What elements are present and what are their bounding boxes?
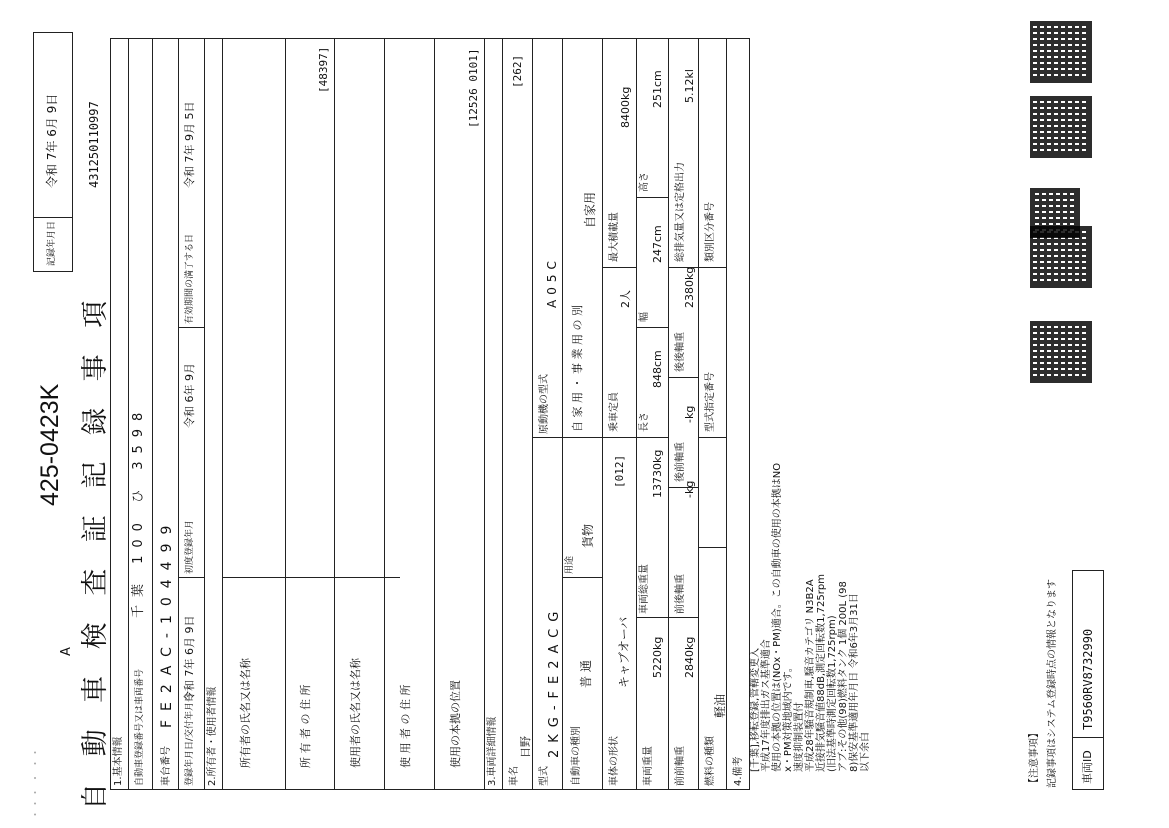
remarks-list <box>750 72 871 772</box>
qr-code-5 <box>1030 188 1080 238</box>
user-name-label: 使用者の氏名又は名称 <box>349 658 362 768</box>
length-value: 848cm <box>651 350 664 388</box>
use-value: 貨物 <box>581 523 595 548</box>
margin-marks: ・・・ ・ ・・ <box>29 747 42 820</box>
max-load-value: 8400kg <box>619 86 632 128</box>
remark-line: アブ:その他(98)燃料タンク 1個 200L (98 <box>838 581 849 772</box>
vehicle-weight-label: 車両重量 <box>643 746 654 786</box>
model-value: 2KG-FE2ACG <box>547 604 562 758</box>
remark-line: 近接排気騒音値88dB,測定回転数1,725rpm <box>816 574 827 772</box>
expiry-value: 令和 7年 9月 5日 <box>183 101 196 188</box>
maker-label: 車名 <box>509 766 520 786</box>
qr-code-3 <box>1030 96 1092 158</box>
record-date-value: 令和 7年 6月 9日 <box>45 93 59 188</box>
chassis-label: 車台番号 <box>161 746 172 786</box>
body-shape-label: 車体の形状 <box>609 736 620 786</box>
section4-heading: 4.備考 <box>733 756 744 786</box>
base-location-code: [12526 0101] <box>467 48 480 128</box>
base-location-label: 使用の本拠の位置 <box>449 680 462 768</box>
remark-line: (旧法基準時測定回転数1,725rpm) <box>827 615 838 772</box>
notes-heading: 【注意事項】 <box>1029 728 1040 788</box>
body-shape-value: キャブオーバ <box>617 616 631 688</box>
reg-date-value: 令和 7年 6月 9日 <box>183 615 196 702</box>
vehicle-id-label: 車両ID <box>1081 750 1094 784</box>
displacement-value: 5.12kl <box>683 69 696 103</box>
owner-name-label: 所有者の氏名又は名称 <box>239 658 252 768</box>
capacity-value: 2人 <box>619 290 632 308</box>
rear-rear-axle-label: 後後軸重 <box>675 332 686 372</box>
remark-line: 以下余白 <box>860 732 871 772</box>
remark-line: 8)保安基準適用年月日 令和6年3月31日 <box>849 593 860 772</box>
type-designation-label: 型式指定番号 <box>705 372 716 432</box>
width-value: 247cm <box>651 225 664 263</box>
private-use-value: 自家用 <box>583 191 597 228</box>
class-number-label: 類別区分番号 <box>705 202 716 262</box>
maker-code: [262] <box>511 54 524 88</box>
record-date-label: 記録年月日 <box>47 220 57 266</box>
front-rear-axle-label: 前後軸重 <box>675 574 686 614</box>
front-front-axle-label: 前前軸重 <box>675 746 686 786</box>
remark-line: 速度抑制装置付 <box>794 702 805 772</box>
rear-front-axle-value: -kg <box>683 405 696 423</box>
owner-address-code: [48397] <box>317 46 330 93</box>
expiry-label: 有効期間の満了する日 <box>185 233 195 324</box>
first-reg-value: 令和 6年 9月 <box>183 363 196 428</box>
record-number: 431250110997 <box>87 101 101 188</box>
remark-line: 平成17年度排出ガス基準適合 <box>761 639 772 772</box>
maker-value: 日野 <box>519 736 532 758</box>
model-label: 型式 <box>539 766 550 786</box>
notes-text: 記録事項はシステム登録時点の情報となります <box>1047 579 1058 788</box>
remark-line: [千葉],移転登録,管轄変更入 <box>750 647 761 772</box>
gross-weight-value: 13730kg <box>651 449 664 498</box>
engine-label: 原動機の型式 <box>539 374 550 434</box>
height-label: 高さ <box>639 172 650 192</box>
reg-number-label: 自動車登録番号又は車両番号 <box>135 668 145 786</box>
length-label: 長さ <box>639 412 650 432</box>
kind-value: 普 通 <box>579 660 593 688</box>
chassis-value: FE2AC-104499 <box>159 516 175 728</box>
document-code: 425-0423K <box>36 383 64 506</box>
vehicle-weight-value: 5220kg <box>651 636 664 678</box>
remark-line: 平成28年騒音規制車,騒音カテゴリ N3B2A <box>805 579 816 772</box>
qr-code-4 <box>1030 21 1092 83</box>
qr-code-1 <box>1030 321 1092 383</box>
private-use-label: 自 家 用 ・ 事 業 用 の 別 <box>571 305 584 432</box>
owner-address-label: 所 有 者 の 住 所 <box>299 684 312 768</box>
reg-date-label: 登録年月日/交付年月日 <box>185 692 195 786</box>
displacement-label: 総排気量又は定格出力 <box>675 162 686 262</box>
rear-front-axle-label: 後前軸重 <box>675 442 686 482</box>
rear-rear-axle-value: 2380kg <box>683 266 696 308</box>
engine-value: A05C <box>545 256 559 308</box>
height-value: 251cm <box>651 70 664 108</box>
width-label: 幅 <box>639 312 650 322</box>
reg-number-value: 千葉 100 ひ 3598 <box>131 404 146 618</box>
kind-label: 自動車の種別 <box>571 726 582 786</box>
fuel-label: 燃料の種類 <box>705 736 716 786</box>
remark-line: 使用の本拠の位置は(NOx・PM)適合。この自動車の使用の本拠はNO <box>772 462 783 772</box>
mark-a: A <box>59 647 74 656</box>
page-title: 自 動 車 検 査 証 記 録 事 項 <box>80 291 111 810</box>
capacity-label: 乗車定員 <box>609 392 620 432</box>
section3-heading: 3.車両詳細情報 <box>487 716 498 786</box>
max-load-label: 最大積載量 <box>609 212 620 262</box>
front-front-axle-value: 2840kg <box>683 636 696 678</box>
front-rear-axle-value: -kg <box>683 480 696 498</box>
use-label: 用途 <box>565 555 575 574</box>
gross-weight-label: 車両総重量 <box>639 564 650 614</box>
first-reg-label: 初度登録年月 <box>185 519 195 574</box>
fuel-value: 軽油 <box>713 693 727 718</box>
vehicle-id-value: T9560RV8732990 <box>1081 628 1095 730</box>
remark-line: x・PM対策地域内です。 <box>783 662 794 772</box>
body-shape-code: [012] <box>613 454 626 488</box>
user-address-label: 使 用 者 の 住 所 <box>399 684 412 768</box>
section1-heading: 1.基本情報 <box>113 736 124 786</box>
section2-heading: 2.所有者・使用者情報 <box>207 686 218 786</box>
